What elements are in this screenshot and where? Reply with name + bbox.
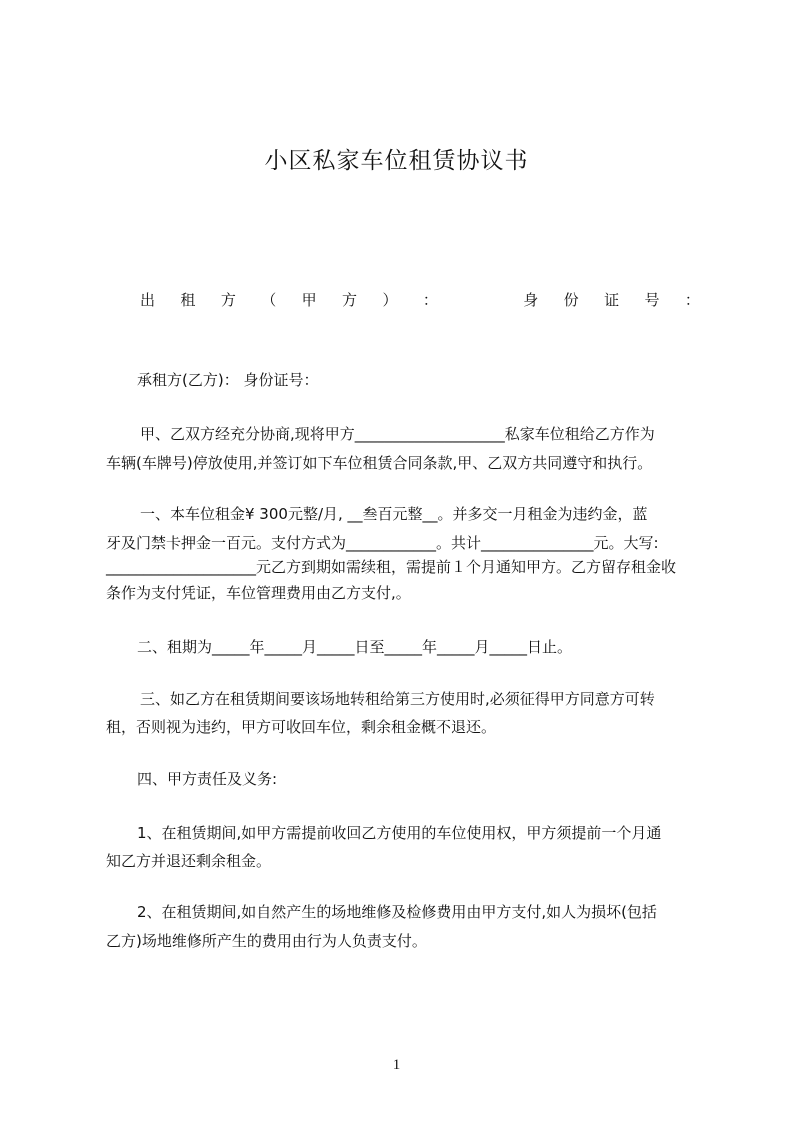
lessee-line: 承租方(乙方)： 身份证号： xyxy=(137,371,319,389)
clause3-line-1: 三、如乙方在租赁期间要该场地转租给第三方使用时,必须征得甲方同意方可转 xyxy=(140,690,655,708)
lessor-line xyxy=(140,293,700,308)
clause4-item1-line-1: 1、在租赁期间,如甲方需提前收回乙方使用的车位使用权，甲方须提前一个月通 xyxy=(137,824,662,842)
clause2-line-1: 二、租期为_____年_____月_____日至_____年_____月_____日止。 xyxy=(137,638,573,656)
clause4-heading: 四、甲方责任及义务: xyxy=(137,770,278,788)
lessor-char: 甲 xyxy=(301,291,317,309)
lessor-char: 出 xyxy=(140,291,156,309)
document-title: 小区私家车位租赁协议书 xyxy=(264,148,529,174)
clause1-line-1: 一、本车位租金¥ 300元整/月, __叁百元整__。并多交一月租金为违约金，蓝 xyxy=(140,505,648,523)
page-number: 1 xyxy=(392,1057,401,1073)
lessor-char: （ xyxy=(261,291,277,309)
id-char: 身 xyxy=(523,291,539,309)
intro-line-1: 甲、乙双方经充分协商,现将甲方____________________私家车位租给乙方作为 xyxy=(140,425,655,443)
lessor-char: 租 xyxy=(180,291,196,309)
clause1-line-2: 牙及门禁卡押金一百元。支付方式为____________。共计_______________元。大写: xyxy=(106,534,659,552)
lessor-char: 方 xyxy=(342,291,358,309)
intro-line-2: 车辆(车牌号)停放使用,并签订如下车位租赁合同条款,甲、乙双方共同遵守和执行。 xyxy=(106,454,653,472)
id-char: 号 xyxy=(644,291,660,309)
lessor-char: ） xyxy=(382,291,398,309)
clause3-line-2: 租，否则视为违约，甲方可收回车位，剩余租金概不退还。 xyxy=(106,718,497,736)
id-char: 证 xyxy=(604,291,620,309)
lessor-char: ： xyxy=(422,291,438,309)
id-char: 份 xyxy=(563,291,579,309)
lessor-char: 方 xyxy=(220,291,236,309)
id-char: ： xyxy=(684,291,700,309)
clause1-line-4: 条作为支付凭证，车位管理费用由乙方支付,。 xyxy=(106,584,411,602)
clause4-item2-line-2: 乙方)场地维修所产生的费用由行为人负责支付。 xyxy=(106,932,427,950)
clause1-line-3: ____________________元乙方到期如需续租，需提前１个月通知甲方。乙方留存租金收 xyxy=(106,558,677,576)
clause4-item2-line-1: 2、在租赁期间,如自然产生的场地维修及检修费用由甲方支付,如人为损坏(包括 xyxy=(137,903,657,921)
clause4-item1-line-2: 知乙方并退还剩余租金。 xyxy=(106,852,272,870)
